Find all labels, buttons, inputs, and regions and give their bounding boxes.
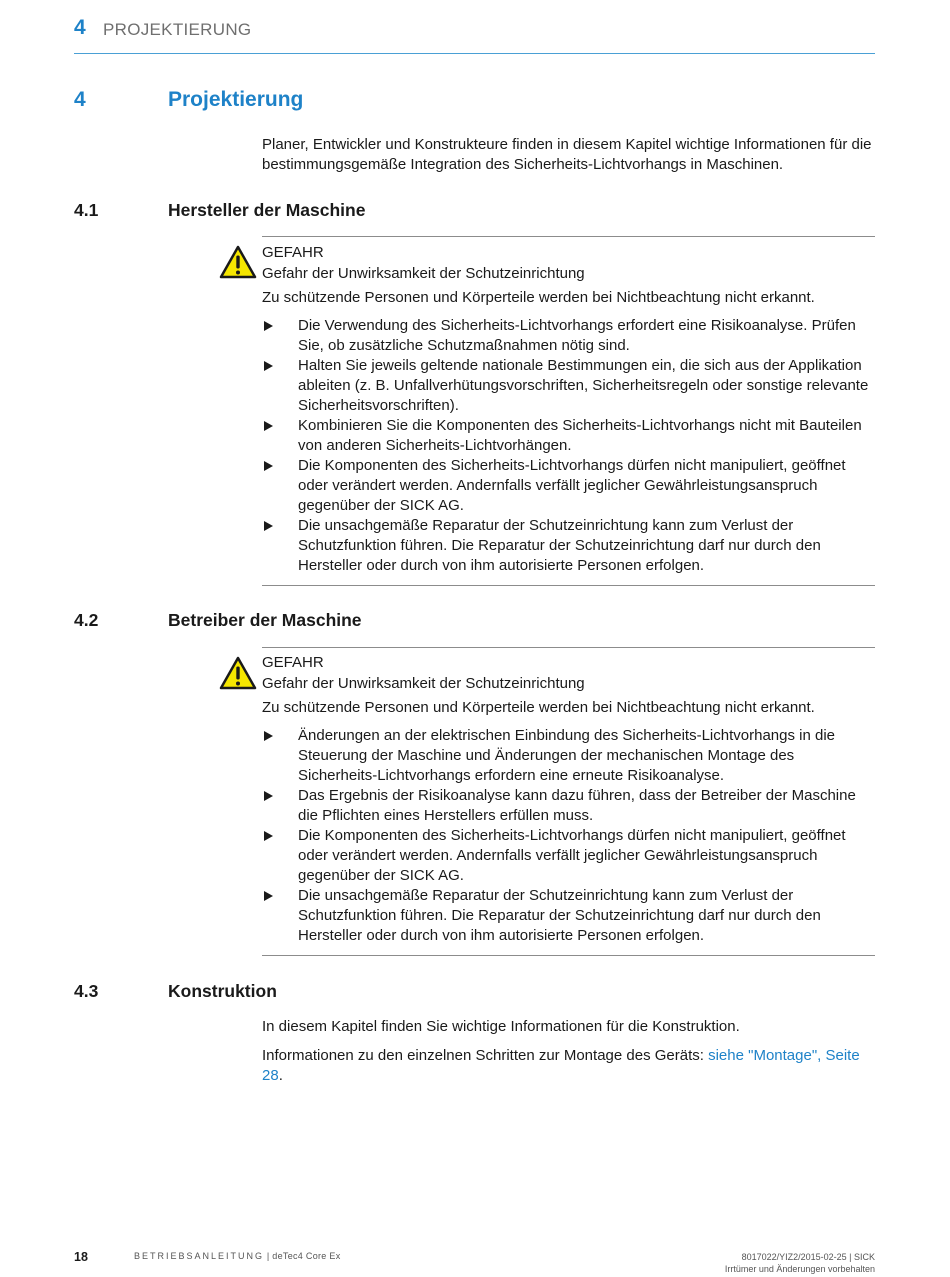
section-number: 4.2: [74, 610, 99, 630]
list-item: Die unsachgemäße Reparatur der Schutzeinrichtung kann zum Verlust der Schutzfunktion führen. Die Reparatur der Schutzeinrichtung darf nur durch den Hersteller oder durch von ihm autorisierte Personen erfolgen.: [262, 516, 875, 576]
list-item: Halten Sie jeweils geltende nationale Bestimmungen ein, die sich aus der Applikation ableiten (z. B. Unfallverhütungsvorschriften, Sicherheitsregeln oder sonstige relevante Sicherheitsvorschriften).: [262, 356, 875, 416]
running-header-title: PROJEKTIERUNG: [103, 20, 252, 39]
section-number: 4.3: [74, 981, 99, 1001]
footer-doc-id: 8017022/YIZ2/2015-02-25 | SICK: [741, 1252, 875, 1262]
running-header: [74, 16, 875, 54]
warning-subtitle: Gefahr der Unwirksamkeit der Schutzeinrichtung: [262, 675, 585, 692]
chapter-number: 4: [74, 88, 86, 111]
chapter-intro: Planer, Entwickler und Konstrukteure finden in diesem Kapitel wichtige Informationen für die bestimmungsgemäße Integration des Sicherheits-Lichtvorhangs in Maschinen.: [262, 136, 872, 173]
warning-signal-word: GEFAHR: [262, 654, 324, 671]
list-item: Die Komponenten des Sicherheits-Lichtvorhangs dürfen nicht manipuliert, geöffnet oder verändert werden. Andernfalls verfällt jeglicher Gewährleistungsanspruch gegenüber der SICK AG.: [262, 456, 875, 516]
section-heading: [74, 200, 366, 221]
paragraph: Informationen zu den einzelnen Schritten zur Montage des Geräts: siehe "Montage", Seite 28.: [262, 1047, 860, 1084]
section-heading: [74, 981, 277, 1002]
divider: [262, 955, 875, 956]
paragraph: In diesem Kapitel finden Sie wichtige Informationen für die Konstruktion.: [262, 1018, 740, 1035]
warning-list: [262, 726, 875, 946]
bullet-arrow-icon: [264, 461, 273, 471]
warning-triangle-icon: [219, 656, 257, 690]
warning-block: [262, 653, 875, 946]
cross-reference-link[interactable]: siehe "Montage", Seite 28: [262, 1047, 860, 1084]
page-number: 18: [74, 1250, 88, 1264]
list-item: Das Ergebnis der Risikoanalyse kann dazu führen, dass der Betreiber der Maschine die Pflichten eines Herstellers erfüllen muss.: [262, 786, 875, 826]
running-header-number: 4: [74, 16, 86, 39]
bullet-arrow-icon: [264, 421, 273, 431]
bullet-arrow-icon: [264, 321, 273, 331]
warning-consequence: Zu schützende Personen und Körperteile werden bei Nichtbeachtung nicht erkannt.: [262, 289, 815, 306]
bullet-arrow-icon: [264, 831, 273, 841]
section-title: Konstruktion: [168, 981, 277, 1001]
section-title: Betreiber der Maschine: [168, 610, 362, 630]
warning-list: [262, 316, 875, 576]
list-item: Die unsachgemäße Reparatur der Schutzeinrichtung kann zum Verlust der Schutzfunktion führen. Die Reparatur der Schutzeinrichtung darf nur durch den Hersteller oder durch von ihm autorisierte Personen erfolgen.: [262, 886, 875, 946]
list-item: Kombinieren Sie die Komponenten des Sicherheits-Lichtvorhangs nicht mit Bauteilen von anderen Sicherheits-Lichtvorhängen.: [262, 416, 875, 456]
list-item: Die Verwendung des Sicherheits-Lichtvorhangs erfordert eine Risikoanalyse. Prüfen Sie, ob zusätzliche Schutzmaßnahmen nötig sind.: [262, 316, 875, 356]
footer-disclaimer: Irrtümer und Änderungen vorbehalten: [724, 1264, 875, 1274]
divider: [262, 585, 875, 586]
section-title: Hersteller der Maschine: [168, 200, 366, 220]
section-heading: [74, 610, 362, 631]
warning-subtitle: Gefahr der Unwirksamkeit der Schutzeinrichtung: [262, 265, 585, 282]
chapter-title: [74, 88, 304, 112]
warning-triangle-icon: [219, 245, 257, 279]
divider: [262, 236, 875, 237]
list-item: Änderungen an der elektrischen Einbindung des Sicherheits-Lichtvorhangs in die Steuerung der Maschine und Änderungen der mechanischen Montage des Sicherheits-Lichtvorhangs erfordern eine erneute Risikoanalyse.: [262, 726, 875, 786]
bullet-arrow-icon: [264, 361, 273, 371]
bullet-arrow-icon: [264, 521, 273, 531]
section-number: 4.1: [74, 200, 99, 220]
footer-document-info: [725, 1251, 875, 1275]
warning-block: [262, 243, 875, 576]
bullet-arrow-icon: [264, 731, 273, 741]
warning-signal-word: GEFAHR: [262, 244, 324, 261]
divider: [262, 647, 875, 648]
list-item: Die Komponenten des Sicherheits-Lichtvorhangs dürfen nicht manipuliert, geöffnet oder verändert werden. Andernfalls verfällt jeglicher Gewährleistungsanspruch gegenüber der SICK AG.: [262, 826, 875, 886]
chapter-title-text: Projektierung: [168, 88, 304, 111]
bullet-arrow-icon: [264, 791, 273, 801]
footer-document-title: BETRIEBSANLEITUNG | deTec4 Core Ex: [134, 1251, 341, 1261]
warning-consequence: Zu schützende Personen und Körperteile werden bei Nichtbeachtung nicht erkannt.: [262, 699, 815, 716]
bullet-arrow-icon: [264, 891, 273, 901]
